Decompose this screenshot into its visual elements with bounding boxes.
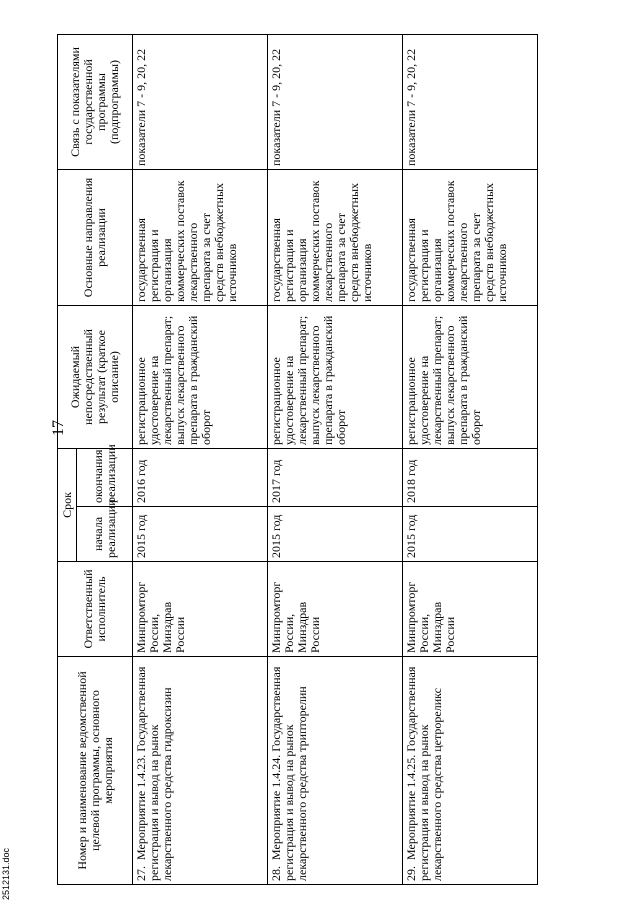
row-result: регистрационное удостоверение на лекарственный препарат; выпуск лекарственного препарата в гражданский оборот (268, 306, 403, 449)
row-start: 2015 год (403, 507, 538, 562)
header-link: Связь с показателями государственной программы (подпрограммы) (58, 35, 133, 170)
rotated-table-container (57, 35, 587, 885)
row-link: показатели 7 - 9, 20, 22 (268, 35, 403, 170)
row-link: показатели 7 - 9, 20, 22 (403, 35, 538, 170)
row-directions: государственная регистрация и организация коммерческих поставок лекарственного препарата за счет средств внебюджетных источников (268, 170, 403, 306)
header-name: Номер и наименование ведомственной целевой программы, основного мероприятия (58, 657, 133, 885)
header-result: Ожидаемый непосредственный результат (краткое описание) (58, 306, 133, 449)
row-name-cell (403, 657, 538, 885)
table-row (133, 35, 268, 885)
row-end: 2018 год (403, 449, 538, 507)
row-link: показатели 7 - 9, 20, 22 (133, 35, 268, 170)
row-name: Мероприятие 1.4.24. Государственная регистрация и вывод на рынок лекарственного средства трипторелин (269, 666, 309, 881)
row-name: Мероприятие 1.4.23. Государственная регистрация и вывод на рынок лекарственного средства гидроксизин (134, 666, 174, 881)
row-name-cell (268, 657, 403, 885)
header-end: окончания реализации (77, 449, 133, 507)
row-responsible: Минпромторг России, Минздрав России (268, 562, 403, 657)
file-id: 2512131.doc (1, 847, 11, 900)
header-term: Срок (58, 449, 77, 562)
row-name: Мероприятие 1.4.25. Государственная регистрация и вывод на рынок лекарственного средства цетрореликс (404, 666, 444, 881)
row-start: 2015 год (268, 507, 403, 562)
row-number: 28. (269, 866, 283, 881)
header-directions: Основные направления реализации (58, 170, 133, 306)
header-responsible: Ответственный исполнитель (58, 562, 133, 657)
row-result: регистрационное удостоверение на лекарственный препарат; выпуск лекарственного препарата в гражданский оборот (403, 306, 538, 449)
row-responsible: Минпромторг России, Минздрав России (133, 562, 268, 657)
row-directions: государственная регистрация и организация коммерческих поставок лекарственного препарата за счет средств внебюджетных источников (403, 170, 538, 306)
page-number: 17 (50, 420, 67, 436)
row-end: 2016 год (133, 449, 268, 507)
measures-table (57, 34, 538, 885)
row-name-cell (133, 657, 268, 885)
table-row (403, 35, 538, 885)
row-end: 2017 год (268, 449, 403, 507)
header-row (58, 35, 77, 885)
row-responsible: Минпромторг России, Минздрав России (403, 562, 538, 657)
row-number: 27. (134, 866, 148, 881)
row-directions: государственная регистрация и организация коммерческих поставок лекарственного препарата за счет средств внебюджетных источников (133, 170, 268, 306)
header-start: начала реализации (77, 507, 133, 562)
row-start: 2015 год (133, 507, 268, 562)
row-result: регистрационное удостоверение на лекарственный препарат; выпуск лекарственного препарата в гражданский оборот (133, 306, 268, 449)
table-row (268, 35, 403, 885)
row-number: 29. (404, 866, 418, 881)
